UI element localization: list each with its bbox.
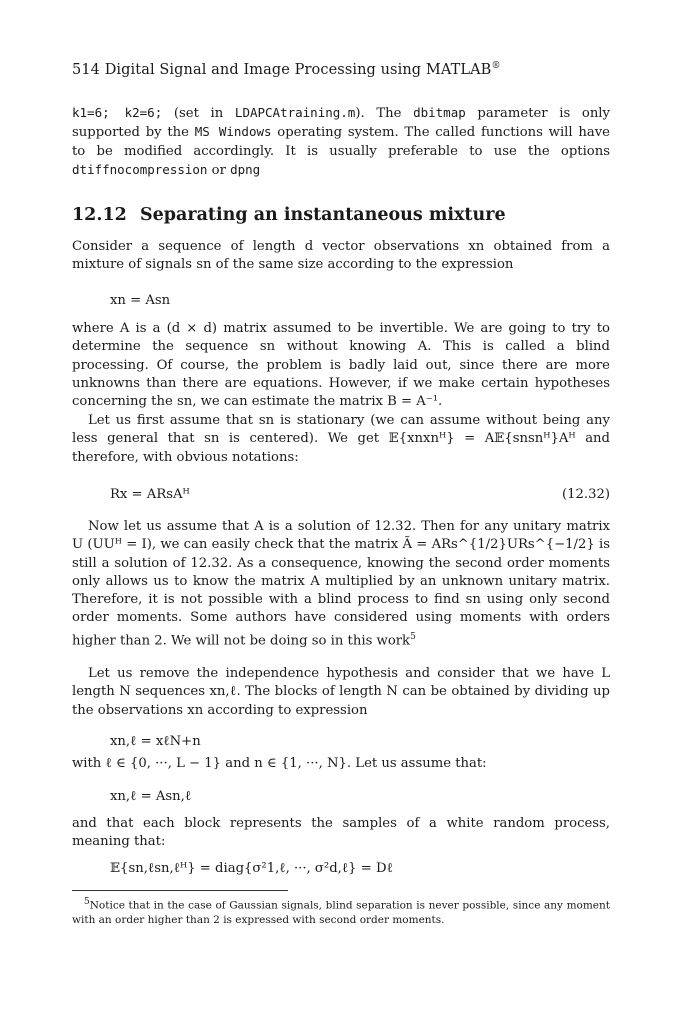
- intro-paragraph: k1=6; k2=6; (set in LDAPCAtraining.m). The dbitmap parameter is only supported by the MS Windows operating system. The called functions will have to be modified accordingly. It is usually preferable to use the options dtiffnocompression or dpng: [72, 105, 610, 178]
- paragraph-1: Consider a sequence of length d vector observations xn obtained from a mixture of signals sn of the same size according to the expression: [72, 239, 610, 273]
- section-number: 12.12: [72, 205, 127, 225]
- footnote-marker: 5: [410, 631, 416, 642]
- paragraph-5: Let us remove the independence hypothesis and consider that we have L length N sequences xn,ℓ. The blocks of length N can be obtained by dividing up the observations xn according to expression: [72, 666, 610, 718]
- paragraph-3: Let us first assume that sn is stationary (we can assume without being any less general that sn is centered). We get 𝔼{xnxnᴴ} = A𝔼{snsnᴴ}Aᴴ and therefore, with obvious notations:: [72, 413, 610, 465]
- code-dtiff: dtiffnocompression: [72, 161, 208, 177]
- paragraph-6: with ℓ ∈ {0, ···, L − 1} and n ∈ {1, ···, N}. Let us assume that:: [72, 756, 487, 771]
- equation-2: Rx = ARsAᴴ: [110, 487, 190, 502]
- code-k1k2: k1=6; k2=6;: [72, 105, 163, 120]
- equation-1: xn = Asn: [110, 293, 171, 308]
- footnote: $^5$Notice that in the case of Gaussian signals, blind separation is never possible, since any moment with an order higher than 2 is expressed with second order moments.: [72, 897, 610, 926]
- code-dpng: dpng: [230, 161, 261, 177]
- paragraph-7: and that each block represents the samples of a white random process, meaning that:: [72, 816, 610, 850]
- paragraph-2: where A is a (d × d) matrix assumed to be invertible. We are going to try to determine the sequence sn without knowing A. This is called a blind processing. Of course, the problem is badly laid out, since there are more unknowns than there are equations. However, if we make certain hypotheses concerning the sn, we can estimate the matrix B = A⁻¹.: [72, 321, 610, 410]
- code-dbitmap: dbitmap: [413, 105, 466, 120]
- registered-mark: ®: [491, 61, 501, 71]
- page-number: 514: [72, 61, 100, 78]
- paragraph-4: Now let us assume that A is a solution of 12.32. Then for any unitary matrix U (UUᴴ = I), we can easily check that the matrix Ã = ARs^{1/2}URs^{−1/2} is still a solution of 12.32. As a consequence, knowing the second order moments only allows us to know the matrix A multiplied by an unknown unitary matrix. Therefore, it is not possible with a blind process to find sn using only second order moments. Some authors have considered using moments with orders higher than 2. We will not be doing so in this work$^5$: [72, 519, 610, 649]
- section-heading: [72, 205, 506, 225]
- equation-3: xn,ℓ = xℓN+n: [110, 734, 201, 749]
- running-head: [72, 61, 501, 78]
- code-ldapca: LDAPCAtraining.m: [234, 105, 356, 120]
- section-title: Separating an instantaneous mixture: [140, 205, 506, 225]
- book-title: Digital Signal and Image Processing using MATLAB: [104, 61, 492, 78]
- equation-5: 𝔼{sn,ℓsn,ℓᴴ} = diag{σ²1,ℓ, ···, σ²d,ℓ} = Dℓ: [110, 861, 393, 876]
- code-mswindows: MS Windows: [194, 124, 272, 140]
- equation-4: xn,ℓ = Asn,ℓ: [110, 789, 192, 804]
- equation-2-number: (12.32): [561, 487, 610, 502]
- footnote-rule: [72, 890, 288, 891]
